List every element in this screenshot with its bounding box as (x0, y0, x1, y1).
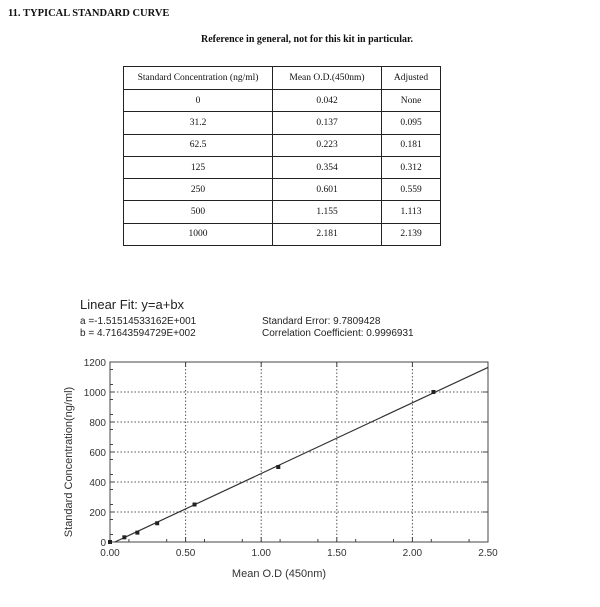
y-tick-label: 600 (89, 448, 106, 459)
fit-param-b: b = 4.71643594729E+002 (80, 328, 196, 339)
table-cell: 1.113 (382, 201, 441, 223)
data-point (135, 531, 139, 535)
table-cell: 0.095 (382, 112, 441, 134)
table-cell: 0.312 (382, 156, 441, 178)
fit-param-a: a =-1.51514533162E+001 (80, 316, 197, 327)
table-cell: 2.181 (273, 223, 382, 245)
table-cell: 1.155 (273, 201, 382, 223)
table-cell: 250 (124, 179, 273, 201)
table-cell: 0.042 (273, 90, 382, 112)
fit-standard-error: Standard Error: 9.7809428 (262, 316, 381, 327)
table-cell: 62.5 (124, 134, 273, 156)
x-tick-label: 0.00 (100, 548, 120, 559)
table-cell: 2.139 (382, 223, 441, 245)
table-cell: 0.223 (273, 134, 382, 156)
x-tick-label: 2.00 (402, 548, 423, 559)
data-point (155, 521, 159, 525)
y-axis-label: Standard Concentration(ng/ml) (63, 386, 75, 538)
fit-correlation: Correlation Coefficient: 0.9996931 (262, 328, 414, 339)
data-point (276, 465, 280, 469)
table-cell: 31.2 (124, 112, 273, 134)
y-tick-label: 200 (89, 508, 106, 519)
column-header-concentration: Standard Concentration (ng/ml) (124, 67, 273, 90)
x-tick-label: 1.00 (251, 548, 271, 559)
data-point (431, 390, 435, 394)
column-header-mean-od: Mean O.D.(450nm) (273, 67, 382, 90)
table-cell: 1000 (124, 223, 273, 245)
table-cell: 0 (124, 90, 273, 112)
table-cell: 0.137 (273, 112, 382, 134)
table-cell: None (382, 90, 441, 112)
table-cell: 500 (124, 201, 273, 223)
section-heading: 11. TYPICAL STANDARD CURVE (8, 8, 170, 19)
table-cell: 0.559 (382, 179, 441, 201)
x-tick-label: 1.50 (327, 548, 347, 559)
x-tick-label: 2.50 (478, 548, 498, 559)
reference-note: Reference in general, not for this kit in particular. (200, 34, 414, 45)
data-point (122, 535, 126, 539)
table-cell: 0.354 (273, 156, 382, 178)
fit-title: Linear Fit: y=a+bx (80, 297, 185, 312)
data-point (108, 540, 112, 544)
data-point (193, 503, 197, 507)
table-cell: 125 (124, 156, 273, 178)
y-tick-label: 1200 (83, 358, 106, 369)
table-cell: 0.181 (382, 134, 441, 156)
y-tick-label: 400 (89, 478, 106, 489)
column-header-adjusted: Adjusted (382, 67, 441, 90)
y-tick-label: 0 (100, 538, 106, 549)
y-tick-label: 800 (89, 418, 106, 429)
y-tick-label: 1000 (83, 388, 106, 399)
x-tick-label: 0.50 (175, 548, 196, 559)
table-cell: 0.601 (273, 179, 382, 201)
x-axis-label: Mean O.D (450nm) (231, 568, 327, 580)
